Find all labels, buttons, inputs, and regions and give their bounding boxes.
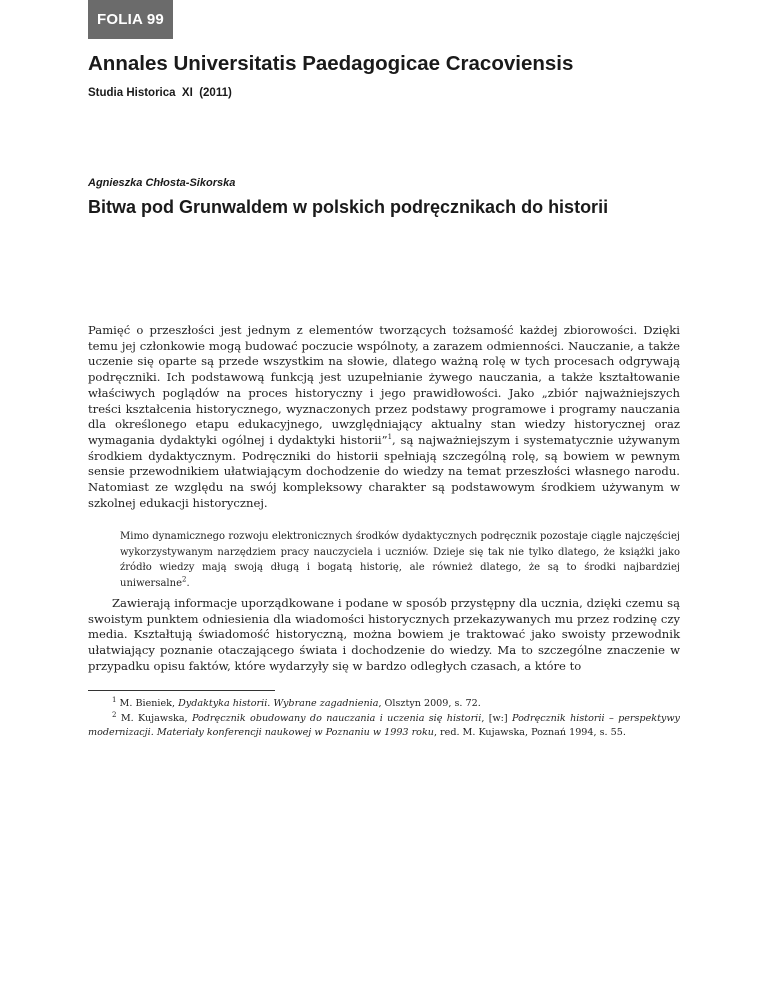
block-quote: [120, 529, 680, 591]
article-title: Bitwa pod Grunwaldem w polskich podręcznikach do historii: [88, 197, 609, 217]
footnote-2: [88, 712, 680, 741]
footnote-ref-1: 1: [387, 433, 393, 442]
footnote-book-title: Podręcznik obudowany do nauczania i uczenia się historii: [191, 712, 482, 724]
folia-badge: [88, 0, 173, 39]
footnote-1: [88, 697, 680, 712]
quote-end: .: [186, 577, 190, 589]
footnote-text: M. Kujawska,: [120, 712, 192, 724]
footnote-ref-2: 2: [182, 575, 187, 584]
footnote-number: 2: [112, 710, 117, 719]
footnote-text: , [w:]: [481, 712, 512, 724]
footnotes: [88, 697, 680, 741]
footnote-text: , red. M. Kujawska, Poznań 1994, s. 55.: [433, 727, 626, 738]
body-paragraph-2: Zawierają informacje uporządkowane i podane w sposób przystępny dla ucznia, dzięki czemu są swoistym punktem odniesienia dla wiadomości historycznych przekazywanych mu przez rodzinę czy media. Kształtują świadomość historyczną, można bowiem je traktować jako swoisty przewodnik ułatwiający poznanie otaczającego świata i dochodzenie do wiedzy. Ma to szczególne znaczenie w przypadku opisu faktów, które wydarzyły się w bardzo odległych czasach, a które to: [88, 596, 680, 673]
footnote-book-title: Podręcznik historii – perspektywy modernizacji. Materiały konferencji naukowej w Poznaniu w 1993 roku: [88, 712, 680, 738]
quote-text: Mimo dynamicznego rozwoju elektronicznych środków dydaktycznych podręcznik pozostaje ciągle najczęściej wykorzystywanym narzędziem pracy nauczyciela i uczniów. Dzieje się tak nie tylko dlatego, że książki jako źródło wiedzy mają swoją długą i bogatą historię, ale również dlatego, że są to środki najbardziej uniwersalne: [120, 531, 680, 589]
footnote-text: , Olsztyn 2009, s. 72.: [378, 698, 481, 709]
article-author: Agnieszka Chłosta-Sikorska: [88, 177, 236, 189]
footnote-number: 1: [112, 695, 117, 704]
footnote-text: M. Bieniek,: [119, 698, 179, 709]
paragraph-text-cont: , są najważniejszym i systematycznie używanym środkiem dydaktycznym. Podręczniki do historii spełniają szczególną rolę, są bowiem w pewnym sensie przewodnikiem ułatwiającym dochodzenie do wiedzy na temat przeszłości własnego narodu. Natomiast ze względu na swój kompleksowy charakter są podstawowym środkiem używanym w szkolnej edukacji historycznej.: [88, 432, 681, 510]
journal-title: Annales Universitatis Paedagogicae Cracoviensis: [88, 52, 574, 75]
body-paragraph-1: [88, 323, 680, 511]
paragraph-text: Pamięć o przeszłości jest jednym z elementów tworzących tożsamość każdej zbiorowości. Dzięki temu jej członkowie mogą budować poczucie wspólnoty, a zarazem odmienności. Nauczanie, a także uczenie się oparte są przede wszystkim na słowie, dlatego ważną rolę w tych procesach odgrywają podręczniki. Ich podstawową funkcją jest uzupełnianie żywego nauczania, a także kształtowanie właściwych poglądów na proces historyczny i jego prawidłowości. Jako „zbiór najważniejszych treści kształcenia historycznego, wyznaczonych przez podstawy programowe i programy nauczania dla określonego etapu edukacyjnego, uwzględniający aktualny stan wiedzy historycznej oraz wymagania dydaktyki ogólnej i dydaktyki historii”: [88, 323, 680, 447]
folia-label: FOLIA 99: [97, 11, 164, 28]
series-title: Studia Historica XI (2011): [88, 87, 232, 99]
footnote-divider: [88, 690, 275, 691]
footnote-book-title: Dydaktyka historii. Wybrane zagadnienia: [178, 698, 379, 709]
